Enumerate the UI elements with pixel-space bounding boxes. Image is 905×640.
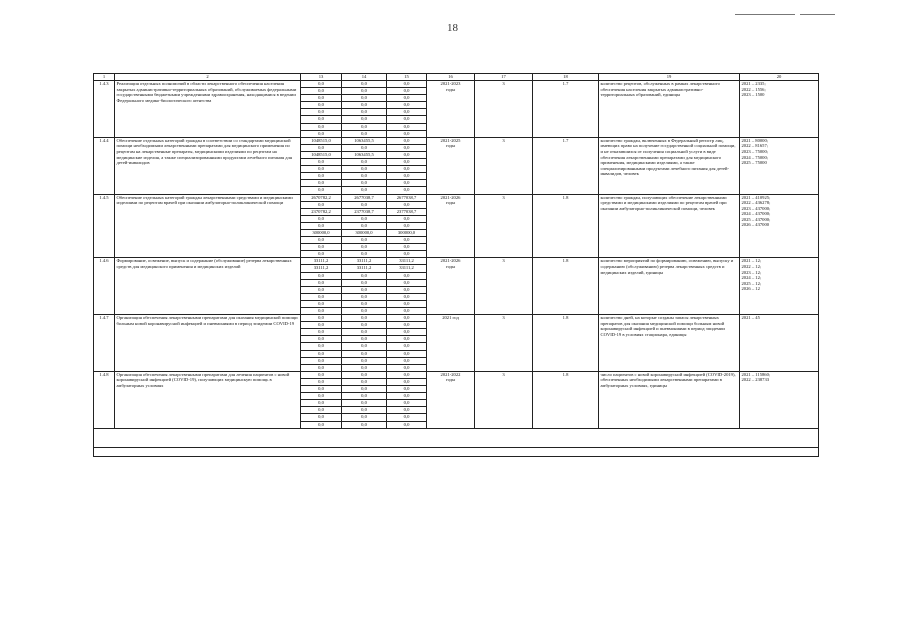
funding-value: 33111,2 bbox=[342, 258, 387, 265]
funding-value: 0,0 bbox=[301, 81, 342, 88]
funding-value: 0,0 bbox=[301, 187, 342, 194]
column-header: 16 bbox=[427, 74, 475, 81]
column-header: 17 bbox=[475, 74, 533, 81]
funding-value: 1063455,5 bbox=[342, 137, 387, 144]
indicator-description: количество рецептов, обслуженных в рамках лекарственного обеспечения населения закрытых административно-территориальных образований, единицы bbox=[599, 81, 740, 138]
funding-value: 2370782,2 bbox=[301, 208, 342, 215]
funding-value: 33111,2 bbox=[301, 258, 342, 265]
column-header: 2 bbox=[115, 74, 301, 81]
funding-value: 0,0 bbox=[342, 407, 387, 414]
funding-value: 0,0 bbox=[387, 300, 427, 307]
funding-value: 0,0 bbox=[387, 88, 427, 95]
funding-value: 0,0 bbox=[387, 386, 427, 393]
funding-value: 0,0 bbox=[387, 357, 427, 364]
funding-value: 0,0 bbox=[301, 95, 342, 102]
funding-value: 0,0 bbox=[342, 329, 387, 336]
empty-row bbox=[94, 447, 819, 456]
funding-value: 0,0 bbox=[342, 308, 387, 315]
empty-cell bbox=[94, 428, 819, 447]
funding-value: 0,0 bbox=[387, 95, 427, 102]
funding-value: 0,0 bbox=[387, 187, 427, 194]
funding-value: 0,0 bbox=[301, 364, 342, 371]
funding-value: 0,0 bbox=[301, 350, 342, 357]
funding-value: 0,0 bbox=[387, 116, 427, 123]
funding-value: 0,0 bbox=[387, 166, 427, 173]
funding-value: 0,0 bbox=[301, 308, 342, 315]
funding-value: 0,0 bbox=[342, 102, 387, 109]
column-17-value: 3 bbox=[475, 81, 533, 138]
funding-value: 0,0 bbox=[301, 343, 342, 350]
funding-value: 0,0 bbox=[387, 336, 427, 343]
funding-value: 0,0 bbox=[342, 201, 387, 208]
funding-value: 0,0 bbox=[301, 407, 342, 414]
funding-value: 2670782,2 bbox=[301, 194, 342, 201]
funding-value: 0,0 bbox=[387, 393, 427, 400]
column-header: 19 bbox=[599, 74, 740, 81]
indicator-description: количество дней, на которые созданы запасы лекарственных препаратов для оказания медицинской помощи больным новой коронавирусной инфекцией и пневмониями в период эпидемии COVID-19 в условиях стационара, единицы bbox=[599, 315, 740, 372]
funding-value: 0,0 bbox=[387, 123, 427, 130]
funding-value: 33111,2 bbox=[387, 258, 427, 265]
funding-value: 0,0 bbox=[301, 378, 342, 385]
page-number: 18 bbox=[447, 22, 458, 34]
funding-value: 0,0 bbox=[342, 279, 387, 286]
funding-value: 0,0 bbox=[387, 237, 427, 244]
indicator-description: число пациентов с новой коронавирусной инфекцией (COVID-2019), обеспеченных необходимыми лекарственными препаратами в амбулаторных условиях, единицы bbox=[599, 371, 740, 428]
column-17-value: 3 bbox=[475, 258, 533, 315]
item-description: Обеспечение отдельных категорий граждан лекарственными средствами и медицинскими изделиями по рецептам врачей при оказании амбулаторно-поликлинической помощи bbox=[115, 194, 301, 258]
funding-value: 0,0 bbox=[342, 414, 387, 421]
indicator-description: количество мероприятий по формированию, освежению, выпуску и содержанию (обслуживанию) резерва лекарственных средств и медицинских изделий, единицы bbox=[599, 258, 740, 315]
funding-value: 33111,2 bbox=[301, 265, 342, 272]
funding-value: 0,0 bbox=[342, 144, 387, 151]
funding-value: 0,0 bbox=[342, 272, 387, 279]
funding-value: 0,0 bbox=[387, 371, 427, 378]
column-18-value: 1.8 bbox=[533, 371, 599, 428]
funding-value: 0,0 bbox=[301, 159, 342, 166]
funding-value: 0,0 bbox=[342, 386, 387, 393]
funding-value: 0,0 bbox=[301, 336, 342, 343]
funding-value: 0,0 bbox=[387, 407, 427, 414]
funding-value: 0,0 bbox=[301, 244, 342, 251]
funding-value: 0,0 bbox=[301, 386, 342, 393]
funding-value: 0,0 bbox=[301, 116, 342, 123]
funding-value: 0,0 bbox=[301, 393, 342, 400]
funding-value: 0,0 bbox=[342, 378, 387, 385]
column-18-value: 1.8 bbox=[533, 194, 599, 258]
implementation-period: 2021 год bbox=[427, 315, 475, 372]
funding-value: 0,0 bbox=[301, 215, 342, 222]
funding-value: 0,0 bbox=[342, 364, 387, 371]
funding-value: 0,0 bbox=[342, 116, 387, 123]
funding-value: 0,0 bbox=[387, 315, 427, 322]
funding-value: 0,0 bbox=[342, 130, 387, 137]
empty-row bbox=[94, 428, 819, 447]
funding-value: 0,0 bbox=[387, 421, 427, 428]
indicator-targets: 2021 – 115860; 2022 – 238733 bbox=[740, 371, 819, 428]
funding-value: 0,0 bbox=[342, 315, 387, 322]
implementation-period: 2021-2023 годы bbox=[427, 81, 475, 138]
indicator-description: количество граждан, получающих обеспечение лекарственными средствами и медицинскими изделиями по рецептам врачей при оказании амбулаторно-поликлинической помощи, человек bbox=[599, 194, 740, 258]
funding-value: 0,0 bbox=[342, 237, 387, 244]
funding-value: 2677038,7 bbox=[342, 194, 387, 201]
column-17-value: 3 bbox=[475, 194, 533, 258]
funding-value: 0,0 bbox=[342, 244, 387, 251]
indicator-targets: 2021 – 45 bbox=[740, 315, 819, 372]
indicator-targets: 2021 – 410925; 2022 – 436278; 2023 – 437000; 2024 – 437000; 2025 – 437000; 2026 – 437000 bbox=[740, 194, 819, 258]
funding-value: 0,0 bbox=[342, 393, 387, 400]
column-header: 20 bbox=[740, 74, 819, 81]
funding-value: 0,0 bbox=[301, 293, 342, 300]
funding-value: 0,0 bbox=[342, 286, 387, 293]
funding-value: 0,0 bbox=[342, 173, 387, 180]
scan-artifact-line bbox=[800, 14, 835, 15]
funding-value: 0,0 bbox=[387, 293, 427, 300]
funding-value: 0,0 bbox=[342, 400, 387, 407]
funding-value: 0,0 bbox=[342, 300, 387, 307]
funding-value: 0,0 bbox=[301, 237, 342, 244]
table-row bbox=[94, 315, 819, 322]
funding-value: 0,0 bbox=[342, 187, 387, 194]
item-description: Формирование, освежение, выпуск и содержание (обслуживание) резерва лекарственных средств для медицинского применения и медицинских изделий bbox=[115, 258, 301, 315]
funding-value: 0,0 bbox=[301, 222, 342, 229]
column-17-value: 3 bbox=[475, 315, 533, 372]
funding-value: 0,0 bbox=[387, 109, 427, 116]
funding-value: 0,0 bbox=[342, 322, 387, 329]
funding-value: 0,0 bbox=[301, 322, 342, 329]
funding-value: 0,0 bbox=[387, 180, 427, 187]
funding-value: 0,0 bbox=[342, 343, 387, 350]
funding-value: 0,0 bbox=[387, 130, 427, 137]
funding-value: 0,0 bbox=[387, 400, 427, 407]
column-header: 13 bbox=[301, 74, 342, 81]
funding-value: 0,0 bbox=[387, 279, 427, 286]
funding-value: 0,0 bbox=[387, 272, 427, 279]
funding-value: 0,0 bbox=[387, 215, 427, 222]
funding-value: 1063455,5 bbox=[342, 151, 387, 158]
funding-value: 0,0 bbox=[301, 421, 342, 428]
funding-value: 0,0 bbox=[387, 350, 427, 357]
table-header-row bbox=[94, 74, 819, 81]
funding-value: 300000,0 bbox=[301, 229, 342, 236]
funding-value: 0,0 bbox=[387, 251, 427, 258]
indicator-targets: 2021 – 80000; 2022 – 81657; 2023 – 75000; 2024 – 75000; 2025 – 75000 bbox=[740, 137, 819, 194]
funding-value: 0,0 bbox=[387, 159, 427, 166]
funding-value: 0,0 bbox=[387, 329, 427, 336]
column-header: 15 bbox=[387, 74, 427, 81]
funding-value: 0,0 bbox=[301, 173, 342, 180]
funding-value: 0,0 bbox=[342, 159, 387, 166]
funding-value: 0,0 bbox=[342, 336, 387, 343]
column-17-value: 3 bbox=[475, 371, 533, 428]
funding-value: 0,0 bbox=[342, 215, 387, 222]
funding-value: 0,0 bbox=[387, 414, 427, 421]
column-17-value: 3 bbox=[475, 137, 533, 194]
item-number: 1.4.4 bbox=[94, 137, 115, 194]
funding-value: 0,0 bbox=[387, 173, 427, 180]
funding-value: 0,0 bbox=[301, 180, 342, 187]
funding-value: 0,0 bbox=[301, 400, 342, 407]
item-number: 1.4.5 bbox=[94, 194, 115, 258]
funding-value: 0,0 bbox=[387, 81, 427, 88]
funding-value: 0,0 bbox=[301, 130, 342, 137]
funding-value: 0,0 bbox=[301, 357, 342, 364]
funding-value: 0,0 bbox=[387, 378, 427, 385]
funding-value: 0,0 bbox=[301, 144, 342, 151]
funding-value: 0,0 bbox=[301, 109, 342, 116]
funding-value: 0,0 bbox=[301, 166, 342, 173]
column-18-value: 1.8 bbox=[533, 315, 599, 372]
funding-value: 0,0 bbox=[387, 322, 427, 329]
funding-value: 0,0 bbox=[342, 88, 387, 95]
funding-value: 0,0 bbox=[342, 81, 387, 88]
funding-value: 0,0 bbox=[342, 357, 387, 364]
funding-value: 0,0 bbox=[301, 371, 342, 378]
funding-value: 0,0 bbox=[387, 286, 427, 293]
funding-value: 33111,2 bbox=[342, 265, 387, 272]
funding-value: 0,0 bbox=[301, 300, 342, 307]
funding-value: 0,0 bbox=[387, 151, 427, 158]
funding-value: 1048515,0 bbox=[301, 137, 342, 144]
funding-value: 300000,0 bbox=[387, 229, 427, 236]
funding-value: 0,0 bbox=[387, 201, 427, 208]
funding-value: 0,0 bbox=[342, 222, 387, 229]
funding-value: 0,0 bbox=[387, 102, 427, 109]
implementation-period: 2021-2022 годы bbox=[427, 371, 475, 428]
funding-value: 2677038,7 bbox=[387, 194, 427, 201]
table-row bbox=[94, 258, 819, 265]
funding-value: 0,0 bbox=[301, 123, 342, 130]
funding-value: 0,0 bbox=[342, 371, 387, 378]
funding-value: 0,0 bbox=[342, 109, 387, 116]
funding-value: 0,0 bbox=[342, 95, 387, 102]
funding-value: 0,0 bbox=[301, 286, 342, 293]
funding-value: 0,0 bbox=[387, 144, 427, 151]
funding-value: 0,0 bbox=[387, 364, 427, 371]
indicator-targets: 2021 – 12; 2022 – 12; 2023 – 12; 2024 – 12; 2025 – 12; 2026 – 12 bbox=[740, 258, 819, 315]
column-header: 1 bbox=[94, 74, 115, 81]
funding-value: 0,0 bbox=[342, 123, 387, 130]
funding-value: 0,0 bbox=[301, 414, 342, 421]
funding-value: 0,0 bbox=[301, 315, 342, 322]
funding-value: 2377038,7 bbox=[342, 208, 387, 215]
funding-value: 0,0 bbox=[301, 201, 342, 208]
indicator-description: количество граждан, включенных в Федеральный регистр лиц, имеющих право на получение государственной социальной помощи, и не отказавшихся от получения социальной услуги в виде обеспечения лекарственными препаратами для медицинского применения, медицинскими изделиями, а также специализированными продуктами лечебного питания для детей-инвалидов, человек bbox=[599, 137, 740, 194]
item-description: Организация обеспечения лекарственными препаратами для лечения пациентов с новой коронавирусной инфекцией (COVID-19), получающих медицинскую помощь в амбулаторных условиях bbox=[115, 371, 301, 428]
column-header: 18 bbox=[533, 74, 599, 81]
funding-value: 0,0 bbox=[387, 137, 427, 144]
funding-value: 0,0 bbox=[342, 293, 387, 300]
funding-value: 0,0 bbox=[387, 343, 427, 350]
implementation-period: 2021-2026 годы bbox=[427, 194, 475, 258]
table-row bbox=[94, 81, 819, 88]
funding-value: 0,0 bbox=[387, 308, 427, 315]
column-18-value: 1.8 bbox=[533, 258, 599, 315]
item-description: Реализация отдельных полномочий в области лекарственного обеспечения населения закрытых административно-территориальных образований, обслуживаемых федеральными государственными бюджетными учреждениями здравоохранения, находящимися в ведении Федерального медико-биологического агентства bbox=[115, 81, 301, 138]
funding-value: 0,0 bbox=[301, 102, 342, 109]
program-activities-table bbox=[93, 73, 819, 457]
funding-value: 2377038,7 bbox=[387, 208, 427, 215]
implementation-period: 2021-2025 годы bbox=[427, 137, 475, 194]
funding-value: 0,0 bbox=[301, 251, 342, 258]
funding-value: 0,0 bbox=[342, 350, 387, 357]
item-description: Организация обеспечения лекарственными препаратами для оказания медицинской помощи больным новой коронавирусной инфекцией и пневмониями в период эпидемии COVID-19 bbox=[115, 315, 301, 372]
funding-value: 0,0 bbox=[342, 166, 387, 173]
funding-value: 0,0 bbox=[387, 222, 427, 229]
funding-value: 0,0 bbox=[301, 329, 342, 336]
funding-value: 0,0 bbox=[342, 180, 387, 187]
funding-value: 0,0 bbox=[387, 244, 427, 251]
item-number: 1.4.6 bbox=[94, 258, 115, 315]
column-18-value: 1.7 bbox=[533, 137, 599, 194]
item-description: Обеспечение отдельных категорий граждан в соответствии со стандартами медицинской помощи необходимыми лекарственными препаратами для медицинского применения по рецептам на лекарственные препараты, медицинскими изделиями по рецептам на медицинские изделия, а также специализированными продуктами лечебного питания для детей-инвалидов bbox=[115, 137, 301, 194]
table-row bbox=[94, 137, 819, 144]
item-number: 1.4.7 bbox=[94, 315, 115, 372]
column-18-value: 1.7 bbox=[533, 81, 599, 138]
indicator-targets: 2021 – 2335; 2022 – 1556; 2023 – 1500 bbox=[740, 81, 819, 138]
implementation-period: 2021-2026 годы bbox=[427, 258, 475, 315]
item-number: 1.4.8 bbox=[94, 371, 115, 428]
funding-value: 0,0 bbox=[342, 251, 387, 258]
funding-value: 1048515,0 bbox=[301, 151, 342, 158]
empty-cell bbox=[94, 447, 819, 456]
funding-value: 0,0 bbox=[301, 272, 342, 279]
funding-value: 33111,2 bbox=[387, 265, 427, 272]
table-row bbox=[94, 194, 819, 201]
table-row bbox=[94, 371, 819, 378]
column-header: 14 bbox=[342, 74, 387, 81]
funding-value: 0,0 bbox=[301, 88, 342, 95]
funding-value: 0,0 bbox=[301, 279, 342, 286]
scan-artifact-line bbox=[735, 14, 795, 15]
funding-value: 0,0 bbox=[342, 421, 387, 428]
funding-value: 300000,0 bbox=[342, 229, 387, 236]
item-number: 1.4.3 bbox=[94, 81, 115, 138]
